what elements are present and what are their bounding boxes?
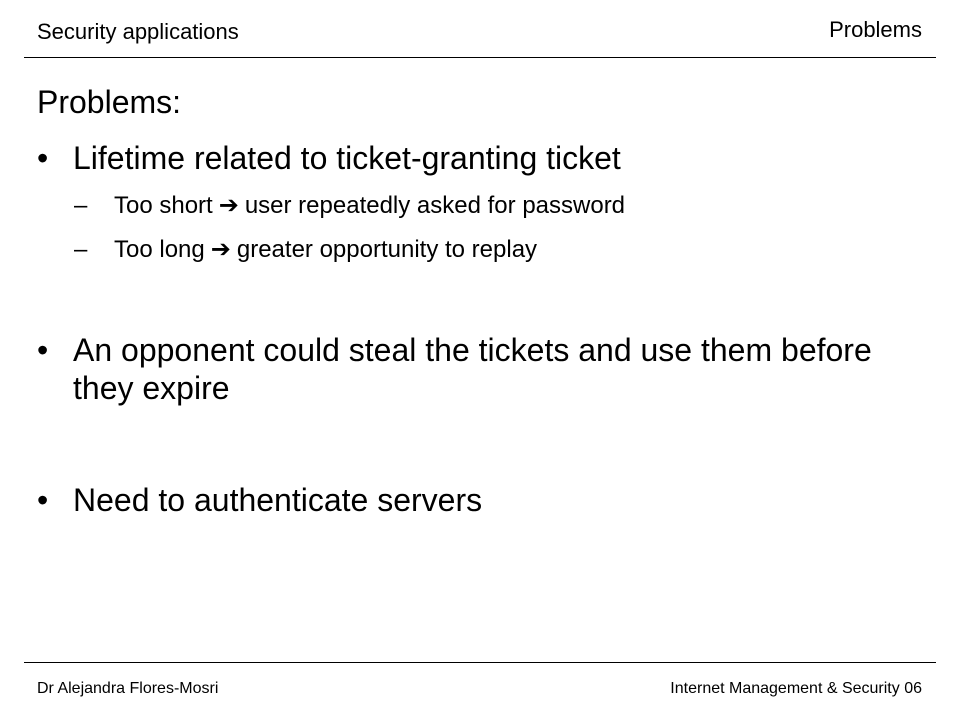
right-arrow-icon: ➔ [210,236,231,263]
footer-divider [24,662,936,663]
sub-bullet-before: Too long [114,236,205,263]
sub-bullet-after: user repeatedly asked for password [244,192,626,219]
footer-course: Internet Management & Security 06 [670,680,922,697]
bullet-text: An opponent could steal the tickets and use them before they expire [73,332,872,406]
header-section-title: Security applications [37,19,239,44]
sub-bullet-after: greater opportunity to replay [236,236,538,263]
bullet-text: Need to authenticate servers [73,482,483,518]
dash-icon: – [74,192,88,219]
bullet-dot-icon: • [37,332,49,368]
sub-bullet-text [114,192,625,220]
bullet-dot-icon: • [37,482,49,518]
dash-icon: – [74,236,88,263]
header-divider [24,57,936,58]
header-slide-title: Problems [829,17,922,42]
body-heading: Problems: [37,84,182,120]
bullet-dot-icon: • [37,140,49,176]
right-arrow-icon: ➔ [218,192,239,219]
sub-bullet-text [114,236,537,264]
bullet-text: Lifetime related to ticket-granting ticket [73,140,621,176]
footer-author: Dr Alejandra Flores-Mosri [37,680,219,697]
sub-bullet-before: Too short [114,192,213,219]
